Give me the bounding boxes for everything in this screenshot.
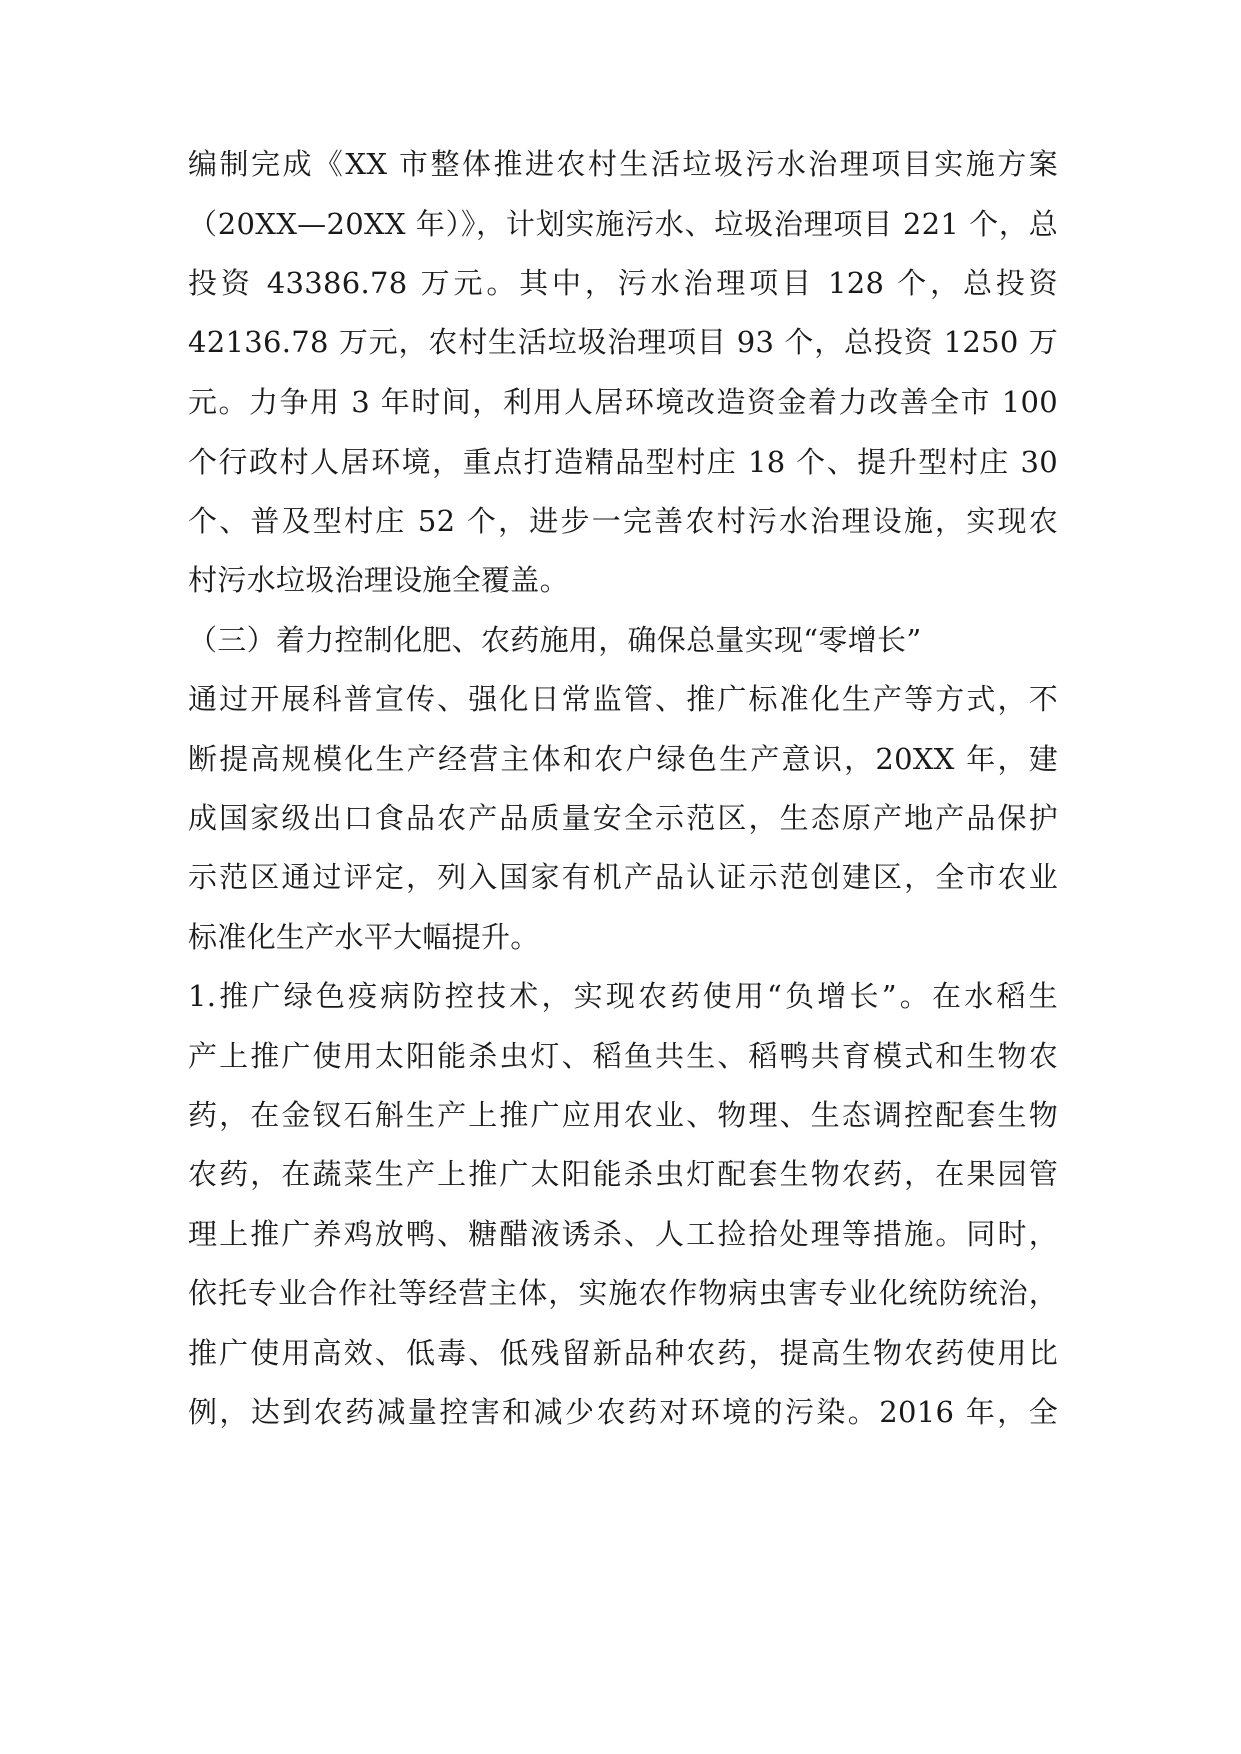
section-heading: （三）着力控制化肥、农药施用，确保总量实现“零增长” xyxy=(188,623,922,657)
body-text-line: 农药，在蔬菜生产上推广太阳能杀虫灯配套生物农药，在果园管 xyxy=(188,1157,1058,1191)
body-text-line: 元。力争用 3 年时间，利用人居环境改造资金着力改善全市 100 xyxy=(188,385,1058,419)
subsection-heading-line: 1.推广绿色疫病防控技术，实现农药使用“负增长”。在水稻生 xyxy=(188,979,1058,1013)
body-text-line: 药，在金钗石斛生产上推广应用农业、物理、生态调控配套生物 xyxy=(188,1098,1058,1132)
body-text-line: 产上推广使用太阳能杀虫灯、稻鱼共生、稻鸭共育模式和生物农 xyxy=(188,1039,1058,1073)
body-text-line: 推广使用高效、低毒、低残留新品种农药，提高生物农药使用比 xyxy=(188,1336,1058,1370)
body-text-line: 个、普及型村庄 52 个，进步一完善农村污水治理设施，实现农 xyxy=(188,504,1058,538)
body-text-line: 42136.78 万元，农村生活垃圾治理项目 93 个，总投资 1250 万 xyxy=(188,325,1058,359)
body-text-line: 编制完成《XX 市整体推进农村生活垃圾污水治理项目实施方案 xyxy=(188,147,1058,181)
body-text-line: 标准化生产水平大幅提升。 xyxy=(188,920,540,954)
body-text-line: （20XX—20XX 年）》，计划实施污水、垃圾治理项目 221 个，总 xyxy=(188,207,1058,241)
body-text-line: 依托专业合作社等经营主体，实施农作物病虫害专业化统防统治， xyxy=(188,1276,1058,1310)
body-text-line: 通过开展科普宣传、强化日常监管、推广标准化生产等方式，不 xyxy=(188,682,1058,716)
body-text-line: 个行政村人居环境，重点打造精品型村庄 18 个、提升型村庄 30 xyxy=(188,445,1058,479)
body-text-line: 示范区通过评定，列入国家有机产品认证示范创建区，全市农业 xyxy=(188,860,1058,894)
body-text-line: 例，达到农药减量控害和减少农药对环境的污染。2016 年，全 xyxy=(188,1395,1058,1429)
body-text-line: 成国家级出口食品农产品质量安全示范区，生态原产地产品保护 xyxy=(188,801,1058,835)
body-text-line: 理上推广养鸡放鸭、糖醋液诱杀、人工捡拾处理等措施。同时， xyxy=(188,1217,1058,1251)
body-text-line: 投资 43386.78 万元。其中，污水治理项目 128 个，总投资 xyxy=(188,266,1058,300)
body-text-line: 村污水垃圾治理设施全覆盖。 xyxy=(188,563,569,597)
body-text-line: 断提高规模化生产经营主体和农户绿色生产意识，20XX 年，建 xyxy=(188,742,1058,776)
